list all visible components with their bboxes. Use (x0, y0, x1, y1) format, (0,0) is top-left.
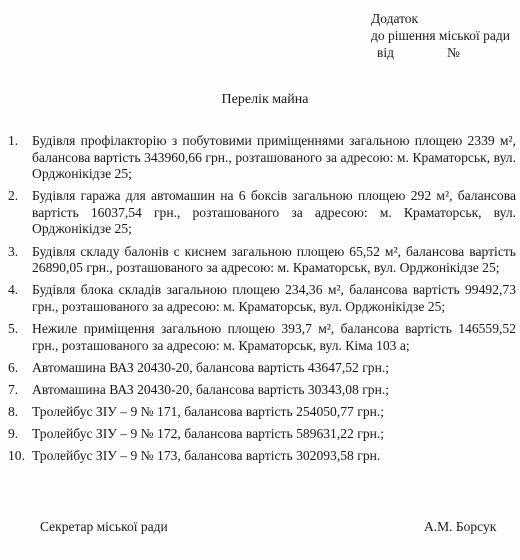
list-item (8, 382, 516, 399)
list-item-number: 5. (8, 320, 19, 336)
list-item (8, 448, 516, 465)
number-label: № (447, 45, 460, 60)
list-item-text: Тролейбус ЗІУ – 9 № 171, балансова вартість 254050,77 грн.; (32, 403, 385, 419)
list-item (8, 244, 516, 277)
document-title: Перелік майна (221, 92, 309, 107)
list-item-number: 8. (8, 403, 19, 419)
list-item-number: 2. (8, 188, 19, 204)
list-item-text: Тролейбус ЗІУ – 9 № 172, балансова вартість 589631,22 грн.; (32, 425, 385, 441)
list-item-text: Будівля блока складів загальною площею 234,36 м², балансова вартість 99492,73 грн., розташованого за адресою: м. Краматорськ, вул. Орджонікідзе 25; (32, 282, 516, 314)
property-list (8, 133, 516, 470)
list-item-text: Автомашина ВАЗ 20430-20, балансова вартість 43647,52 грн.; (32, 359, 390, 375)
list-item-text: Нежиле приміщення загальною площею 393,7 м², балансова вартість 146559,52 грн., розташованого за адресою: м. Краматорськ, вул. Кіма 103 а; (32, 320, 516, 353)
list-item-number: 3. (8, 243, 19, 259)
list-item-number: 9. (8, 425, 19, 441)
list-item (8, 321, 516, 354)
list-item-number: 7. (8, 381, 19, 397)
list-item (8, 360, 516, 377)
list-item-text: Автомашина ВАЗ 20430-20, балансова вартість 30343,08 грн.; (32, 381, 390, 397)
list-item (8, 404, 516, 421)
list-item-number: 4. (8, 282, 19, 298)
list-item-text: Будівля гаража для автомашин на 6 боксів загальною площею 292 м², балансова вартість 16037,54 грн., розташованого за адресою: м. Краматорськ, вул. Орджонікідзе 25; (32, 188, 516, 237)
appendix-label: Додаток (371, 11, 419, 26)
list-item (8, 282, 516, 315)
list-item-text: Будівля профілакторію з побутовими приміщеннями загальною площею 2339 м², балансова вартість 343960,66 грн., розташованого за адресою: м. Краматорськ, вул. Орджонікідзе 25; (32, 133, 516, 182)
list-item (8, 133, 516, 183)
list-item (8, 426, 516, 443)
list-item-text: Тролейбус ЗІУ – 9 № 173, балансова вартість 302093,58 грн. (32, 448, 381, 463)
secretary-title: Секретар міської ради (40, 519, 168, 534)
appendix-decision-label: до рішення міської ради (371, 28, 510, 43)
list-item-number: 10. (8, 448, 25, 463)
appendix-date-number-row (371, 44, 510, 61)
secretary-name: А.М. Борсук (424, 519, 497, 534)
list-item-number: 6. (8, 359, 19, 375)
date-label: від (377, 45, 394, 60)
list-item-number: 1. (8, 133, 19, 148)
list-item (8, 188, 516, 238)
list-item-text: Будівля складу балонів с киснем загальною площею 65,52 м², балансова вартість 26890,05 грн., розташованого за адресою: м. Краматорськ, вул. Орджонікідзе 25; (32, 243, 516, 276)
appendix-header (371, 10, 510, 61)
